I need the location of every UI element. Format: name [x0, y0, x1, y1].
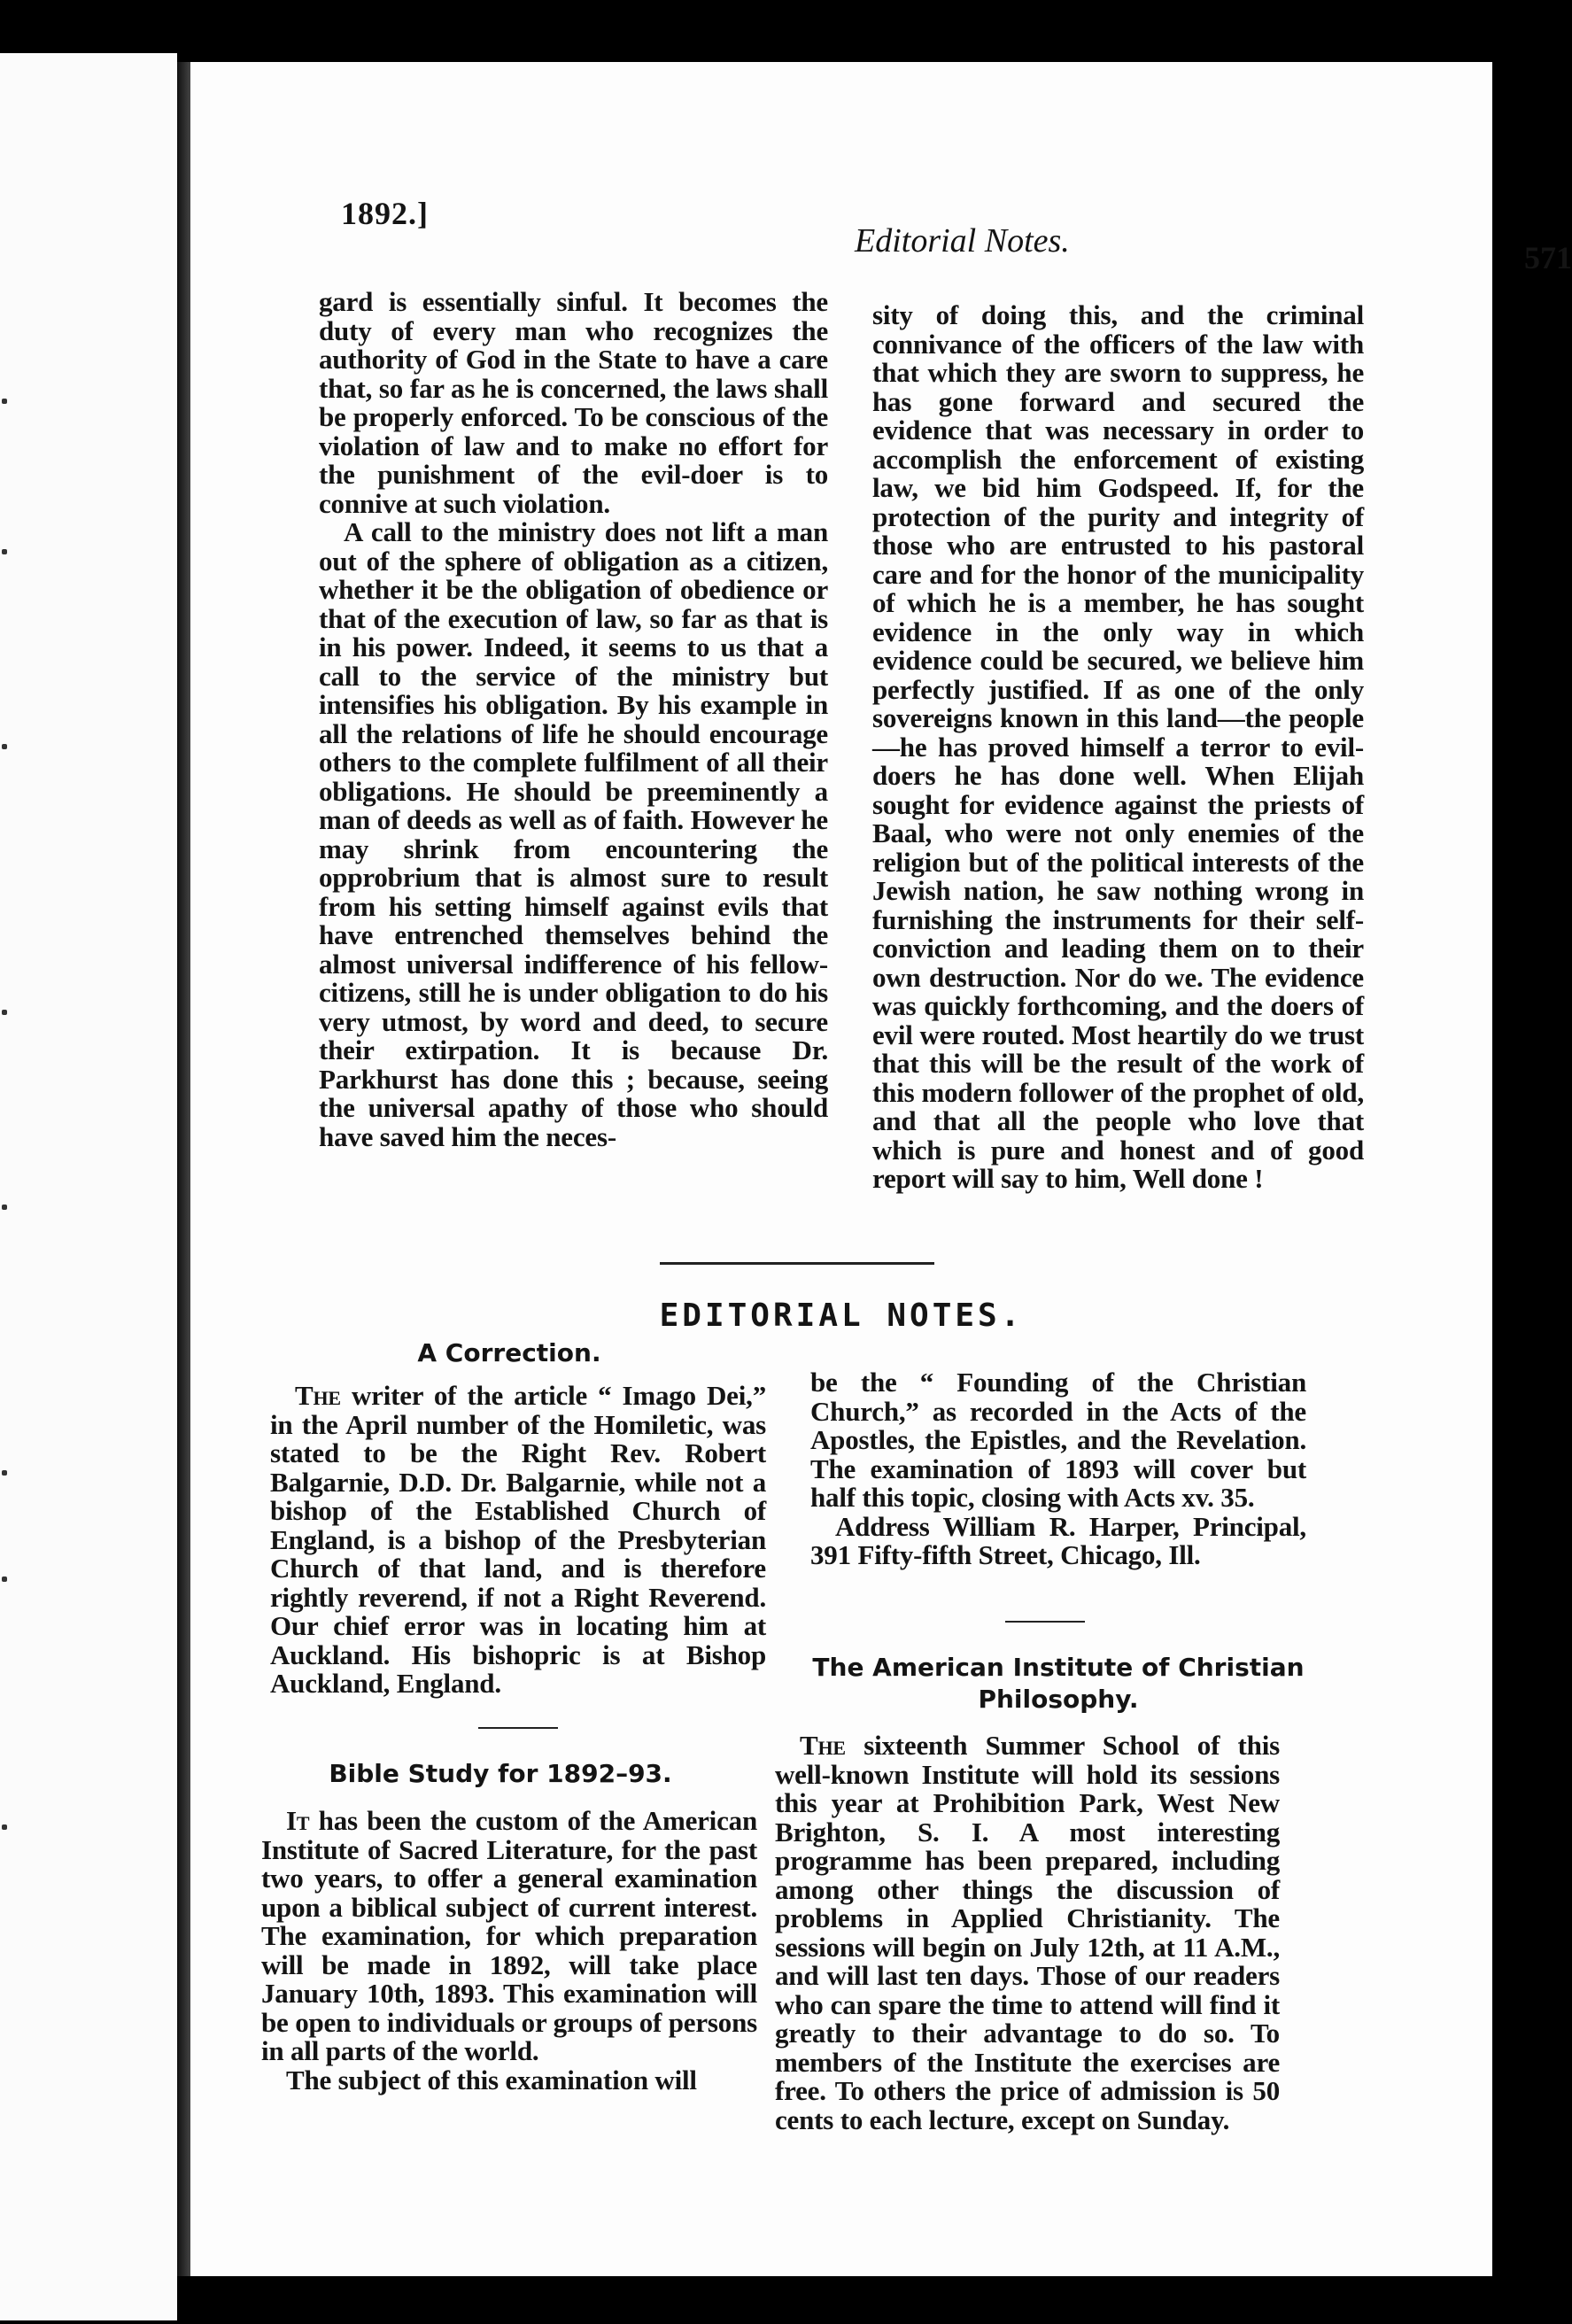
correction-body [270, 1382, 766, 1699]
facing-page-mark [2, 549, 7, 554]
paragraph [261, 1807, 757, 2066]
facing-page-mark [2, 1010, 7, 1015]
paragraph: A call to the ministry does not lift a man out of the sphere of obligation as a citizen, whether it be the obligation of obedience or that of the execution of law, so far as that is in his power. Indeed, it seems to us that a call to the service of the ministry but intensifies his obligation. By his example in all the relations of life he should encourage others to the complete fulfilment of all their obligations. He should be preeminently a man of deeds as well as of faith. However he may shrink from encountering the opprobrium that is almost sure to result from his setting himself against evils that have entrenched themselves behind the almost universal indifference of his fellow-citizens, still he is under obligation to do his very utmost, by word and deed, to secure their extirpation. It is because Dr. Parkhurst has done this ; because, seeing the universal apathy of those who should have saved him the neces- [319, 516, 828, 1152]
facing-page-mark [2, 1470, 7, 1476]
short-divider [478, 1727, 558, 1729]
section-title: EDITORIAL NOTES. [659, 1298, 1024, 1334]
facing-page-mark [2, 1824, 7, 1830]
paragraph: gard is essentially sinful. It becomes the duty of every man who recognizes the authority of God in the State to have a care that, so far as he is concerned, the laws shall be properly enforced. To be conscious of the violation of law and to make no effort for the punishment of the evil-doer is to connive at such violation. [319, 286, 828, 519]
institute-heading [793, 1652, 1324, 1716]
lead-word: The [295, 1380, 341, 1411]
running-head [341, 195, 1572, 275]
running-head-year: 1892.] [341, 196, 429, 231]
bible-study-body [261, 1807, 757, 2095]
lead-word: It [286, 1805, 310, 1836]
paragraph: be the “ Founding of the Christian Church,” as recorded in the Acts of the Apostles, the Epistles, and the Revelation. The examination of 1893 will cover but half this topic, closing with Acts xv. 35. [810, 1367, 1306, 1513]
page-number: 571 [1524, 240, 1572, 275]
paragraph-text: has been the custom of the American Institute of Sacred Literature, for the past two years, to offer a general examination upon a biblical subject of current interest. The examination, for which preparation will be made in 1892, will take place January 10th, 1893. This examination will be open to individuals or groups of persons in all parts of the world. [261, 1805, 757, 2066]
paragraph-text: writer of the article “ Imago Dei,” in the April number of the Homiletic, was stated to be the Right Rev. Robert Balgarnie, D.D. Dr. Balgarnie, while not a bishop of the Established Church of England, is a bishop of the Presbyterian Church of that land, and is therefore rightly reverend, if not a Right Reverend. Our chief error was in locating him at Auckland. His bishopric is at Bishop Auckland, England. [270, 1380, 766, 1699]
paragraph: Address William R. Harper, Principal, 391 Fifty-fifth Street, Chicago, Ill. [810, 1510, 1306, 1570]
institute-heading-line: Philosophy. [978, 1685, 1139, 1714]
book-page [190, 62, 1572, 2276]
facing-page-mark [2, 1205, 7, 1210]
book-gutter [177, 62, 190, 2276]
continued-article-left-column [319, 288, 828, 1151]
short-divider [1005, 1621, 1085, 1623]
paragraph-text: sixteenth Summer School of this well-known Institute will hold its sessions this year at Prohibition Park, West New Brighton, S. I. A most interesting programme has been prepared, including among other things the discussion of problems in Applied Christianity. The sessions will begin on July 12th, at 11 A.M., and will last ten days. Those of our readers who can spare the time to attend will find it greatly to their advantage to do so. To members of the Institute the exercises are free. To others the price of admission is 50 cents to each lecture, except on Sunday. [775, 1730, 1280, 2135]
paragraph: sity of doing this, and the criminal connivance of the officers of the law with that which they are sworn to suppress, he has gone forward and secured the evidence that was necessary in order to accomplish the enforcement of existing law, we bid him Godspeed. If, for the protection of the purity and integrity of those who are entrusted to his pastoral care and for the honor of the municipality of which he is a member, he has sought evidence in the only way in which evidence could be secured, we believe him perfectly justified. If as one of the only sovereigns known in this land—the people—he has proved himself a terror to evil-doers he has done well. When Elijah sought for evidence against the priests of Baal, who were not only enemies of the religion but of the political interests of the Jewish nation, he saw nothing wrong in furnishing the instruments for their self-conviction and leading them on to their own destruction. Nor do we. The evidence was quickly forthcoming, and the doers of evil were routed. Most heartily do we trust that this will be the result of the work of this modern follower of the prophet of old, and that all the people who love that which is pure and honest and of good report will say to him, Well done ! [872, 299, 1364, 1194]
facing-page-mark [2, 399, 7, 404]
paragraph [270, 1382, 766, 1699]
facing-page-mark [2, 744, 7, 749]
facing-page-edge [0, 53, 177, 2320]
bible-study-continued [810, 1368, 1306, 1570]
facing-page-mark [2, 1576, 7, 1582]
section-divider [660, 1262, 934, 1265]
paragraph: The subject of this examination will [286, 2064, 697, 2095]
continued-article-right-column [872, 301, 1364, 1194]
running-head-title: Editorial Notes. [855, 222, 1070, 260]
correction-heading: A Correction. [417, 1338, 601, 1367]
bible-study-heading: Bible Study for 1892–93. [329, 1759, 672, 1788]
lead-word: The [800, 1730, 846, 1761]
paragraph [775, 1731, 1280, 2134]
institute-heading-line: The American Institute of Christian [812, 1653, 1305, 1682]
institute-body [775, 1731, 1280, 2134]
